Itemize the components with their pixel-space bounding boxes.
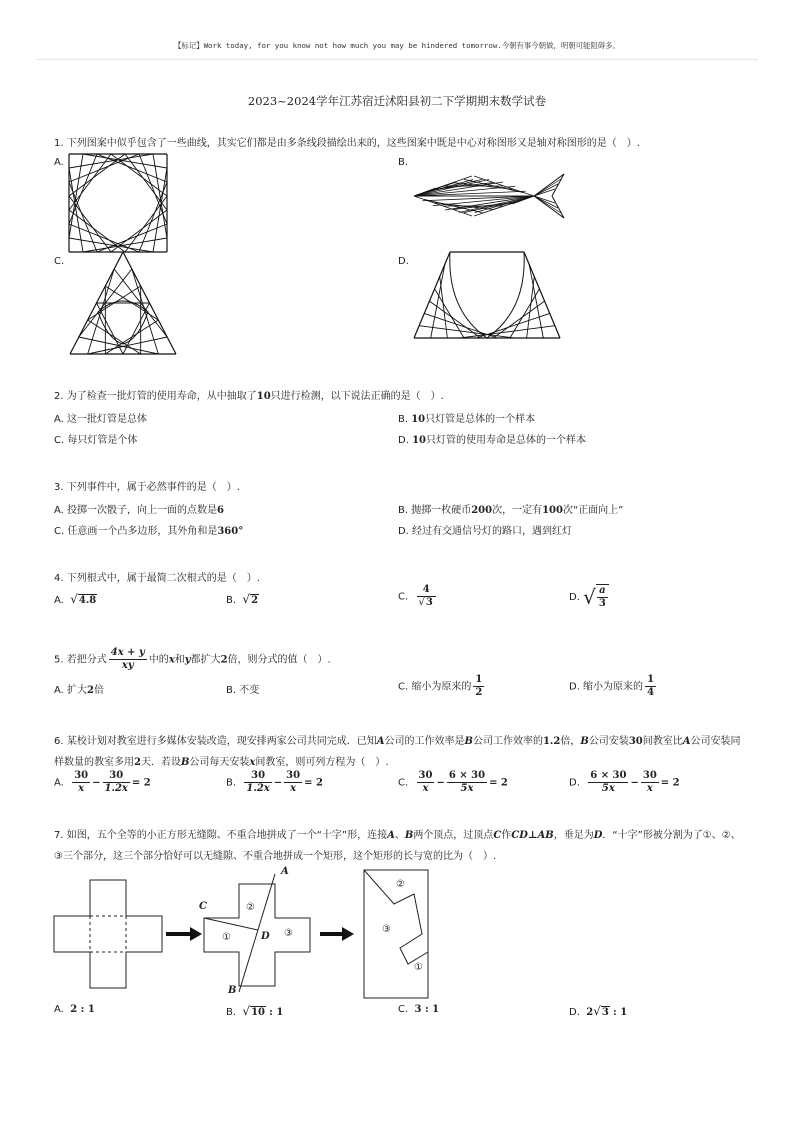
q7-label-b: B [228, 985, 237, 996]
q5-option-b[interactable]: B. 不变 [226, 685, 260, 696]
q7-option-d[interactable]: D. 2√3 : 1 [569, 1004, 628, 1018]
q4-option-a[interactable]: A. √4.8 [54, 592, 97, 606]
page-title: 2023~2024学年江苏宿迁沭阳县初二下学期期末数学试卷 [247, 94, 547, 108]
q7-stem: 7. 如图，五个全等的小正方形无缝隙、不重合地拼成了一个“十字”形，连接A、B两个顶点，过顶点C作CD⊥AB，垂足为D．“十字”形被分割为了①、②、③三个部分，这三个部分恰好可以无缝隙、不重合地拼成一个矩形，这个矩形的长与宽的比为（ ）. [54, 830, 741, 862]
figure-b-fish [412, 172, 567, 220]
q6-option-a[interactable]: A. $\frac{30}{x}$ − $\frac{30}{1.2x}$ = 2 [54, 770, 151, 794]
q2-option-c[interactable]: C. 每只灯管是个体 [54, 435, 138, 446]
q5-option-d[interactable]: D. 缩小为原来的 $\frac{1}{4}$ [569, 674, 655, 698]
q5-option-a[interactable]: A. 扩大2倍 [54, 685, 104, 696]
q4-option-b[interactable]: B. √2 [226, 592, 259, 606]
q7-option-a[interactable]: A. 2 : 1 [54, 1004, 95, 1015]
q3-option-d[interactable]: D. 经过有交通信号灯的路口，遇到红灯 [398, 526, 573, 537]
q5-option-c[interactable]: C. 缩小为原来的 $\frac{1}{2}$ [398, 674, 483, 698]
q7-label-a: A [281, 866, 289, 877]
q7-rect-piece-3: ③ [382, 924, 391, 935]
q7-option-b[interactable]: B. √10 : 1 [226, 1004, 284, 1018]
q1-stem: 1. 下列图案中似乎包含了一些曲线，其实它们都是由多条线段描绘出来的，这些图案中既是中心对称图形又是轴对称图形的是（ ）. [54, 138, 640, 149]
q3-stem: 3. 下列事件中，属于必然事件的是（ ）. [54, 482, 240, 493]
figure-a-square-curves [68, 153, 168, 253]
q7-piece-2: ② [246, 902, 255, 913]
q7-cross-figure [52, 864, 432, 1000]
figure-d-trapezoid-curves [412, 250, 562, 340]
q4-stem: 4. 下列根式中，属于最简二次根式的是（ ）. [54, 573, 260, 584]
q3-option-a[interactable]: A. 投掷一次骰子，向上一面的点数是6 [54, 505, 224, 516]
q7-option-c[interactable]: C. 3 : 1 [398, 1004, 440, 1015]
q1-option-b-label[interactable]: B. [398, 157, 409, 168]
q7-piece-3: ③ [284, 928, 293, 939]
q6-option-b[interactable]: B. $\frac{30}{1.2x}$ − $\frac{30}{x}$ = 2 [226, 770, 323, 794]
q4-option-d[interactable]: D. √ $\frac{a}{3}$ [569, 584, 611, 610]
motto-banner: 【标记】Work today, for you know not how much you may be hindered tomorrow.今朝有事今朝做，明朝可能阻碍多。 [174, 41, 620, 50]
q7-rect-piece-2: ② [396, 879, 405, 890]
q7-label-d: D [261, 931, 270, 942]
q2-option-d[interactable]: D. 10只灯管的使用寿命是总体的一个样本 [398, 435, 586, 446]
q2-stem: 2. 为了检查一批灯管的使用寿命，从中抽取了10只进行检测，以下说法正确的是（ ）. [54, 391, 444, 402]
q6-option-c[interactable]: C. $\frac{30}{x}$ − $\frac{6 \times 30}{5x}$ = 2 [398, 770, 508, 794]
q3-option-b[interactable]: B. 抛掷一枚硬币200次，一定有100次“正面向上” [398, 505, 624, 516]
q5-stem: 5. 若把分式 $\frac{4x + y}{xy}$ 中的x和y都扩大2倍，则分式的值（ ）. [54, 647, 331, 671]
q7-piece-1: ① [222, 932, 231, 943]
q1-option-c-label[interactable]: C. [54, 256, 65, 267]
q7-rect-piece-1: ① [414, 962, 423, 973]
q7-label-c: C [199, 901, 207, 912]
q6-stem: 6. 某校计划对教室进行多媒体安装改造，现安排两家公司共同完成．已知A公司的工作效率是B公司工作效率的1.2倍，B公司安装30间教室比A公司安装同样数量的教室多用2天．若设B公司每天安装x间教室，则可列方程为（ ）. [54, 736, 741, 768]
q6-option-d[interactable]: D. $\frac{6 \times 30}{5x}$ − $\frac{30}{x}$ = 2 [569, 770, 680, 794]
q3-option-c[interactable]: C. 任意画一个凸多边形，其外角和是360° [54, 526, 244, 537]
q2-option-a[interactable]: A. 这一批灯管是总体 [54, 414, 148, 425]
q4-option-c[interactable]: C. $\frac{4}{√3}$ [398, 584, 438, 609]
q2-option-b[interactable]: B. 10只灯管是总体的一个样本 [398, 414, 536, 425]
figure-c-triangle-curves [68, 250, 178, 356]
header-divider [36, 59, 758, 60]
q1-option-d-label[interactable]: D. [398, 256, 409, 267]
q1-option-a-label[interactable]: A. [54, 157, 64, 168]
